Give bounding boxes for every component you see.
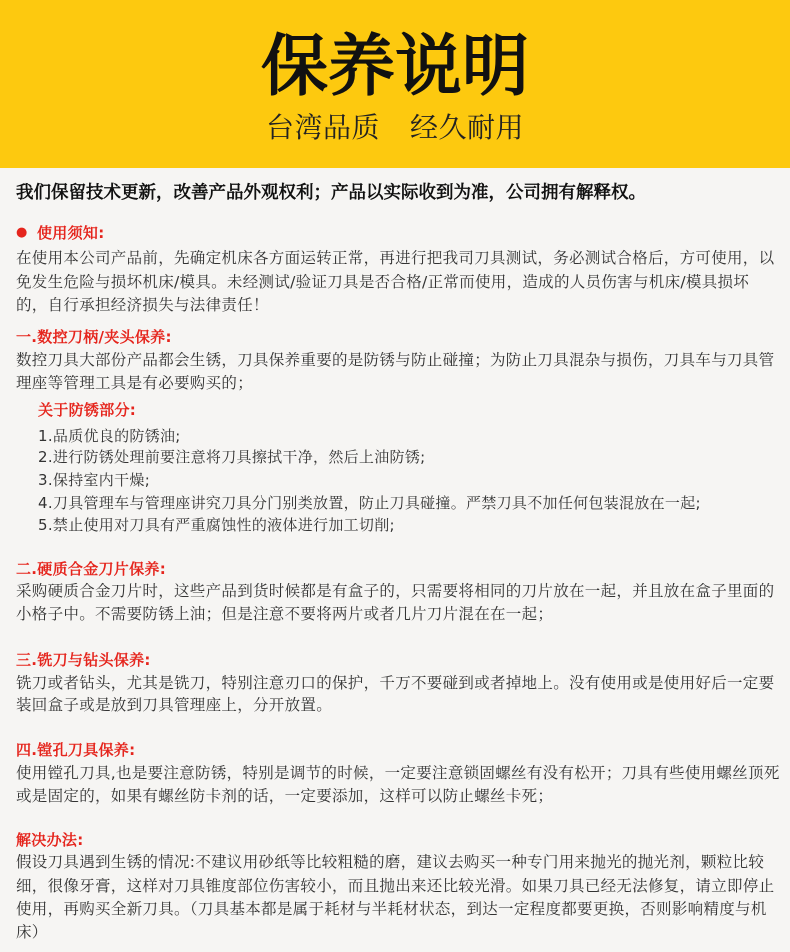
rights-notice: 我们保留技术更新，改善产品外观权利；产品以实际收到为准，公司拥有解释权。 xyxy=(16,183,646,203)
solution-line: 使用，再购买全新刀具。（刀具基本都是属于耗材与半耗材状态，到达一定程度都要更换，否则影响精度与机 xyxy=(16,900,767,918)
usage-line: 免发生危险与损坏机床/模具。未经测试/验证刀具是否合格/正常而使用，造成的人员伤害与机床/模具损坏 xyxy=(16,273,750,291)
section2-line: 小格子中。不需要防锈上油；但是注意不要将两片或者几片刀片混在在一起； xyxy=(16,605,554,623)
page-title: 保养说明 xyxy=(261,27,529,105)
subtitle xyxy=(0,111,790,145)
solution-line: 细，很像牙膏，这样对刀具锥度部位伤害较小，而且抛出来还比较光滑。如果刀具已经无法修复，请立即停止 xyxy=(16,877,775,895)
rust-item: 4.刀具管理车与管理座讲究刀具分门别类放置，防止刀具碰撞。严禁刀具不加任何包装混放在一起; xyxy=(38,494,701,512)
rust-item: 3.保持室内干燥; xyxy=(38,471,151,489)
rust-item: 2.进行防锈处理前要注意将刀具擦拭干净，然后上油防锈; xyxy=(38,448,426,466)
section2-heading: 二.硬质合金刀片保养: xyxy=(16,560,166,578)
usage-heading: 使用须知: xyxy=(37,224,105,242)
section1-heading: 一.数控刀柄/夹头保养: xyxy=(16,328,172,346)
rust-item: 1.品质优良的防锈油; xyxy=(38,427,181,445)
section3-line: 装回盒子或是放到刀具管理座上，分开放置。 xyxy=(16,696,333,714)
section4-heading: 四.镗孔刀具保养: xyxy=(16,741,136,759)
solution-heading: 解决办法: xyxy=(16,831,84,849)
rust-item: 5.禁止使用对刀具有严重腐蚀性的液体进行加工切削; xyxy=(38,516,395,534)
subtitle-quality: 台湾品质 xyxy=(265,111,380,144)
section4-line: 或是固定的，如果有螺丝防卡剂的话，一定要添加，这样可以防止螺丝卡死； xyxy=(16,787,554,805)
rust-prevention-heading: 关于防锈部分: xyxy=(38,401,137,419)
section1-line: 理座等管理工具是有必要购买的； xyxy=(16,374,254,392)
section3-heading: 三.铣刀与钻头保养: xyxy=(16,651,151,669)
subtitle-durability: 经久耐用 xyxy=(410,111,525,144)
section1-line: 数控刀具大部份产品都会生锈，刀具保养重要的是防锈与防止碰撞；为防止刀具混杂与损伤，刀具车与刀具管 xyxy=(16,351,775,369)
section2-line: 采购硬质合金刀片时，这些产品到货时候都是有盒子的，只需要将相同的刀片放在一起，并且放在盒子里面的 xyxy=(16,582,775,600)
solution-line: 床） xyxy=(16,923,48,941)
header-banner xyxy=(0,0,790,168)
solution-line: 假设刀具遇到生锈的情况:不建议用砂纸等比较粗糙的磨，建议去购买一种专门用来抛光的抛光剂，颗粒比较 xyxy=(16,853,765,871)
usage-line: 的，自行承担经济损失与法律责任！ xyxy=(16,296,269,314)
section4-line: 使用镗孔刀具,也是要注意防锈，特别是调节的时候，一定要注意锁固螺丝有没有松开；刀具有些使用螺丝顶死 xyxy=(16,764,780,782)
usage-line: 在使用本公司产品前，先确定机床各方面运转正常，再进行把我司刀具测试，务必测试合格后，方可使用，以 xyxy=(16,249,775,267)
section3-line: 铣刀或者钻头，尤其是铣刀，特别注意刃口的保护，千万不要碰到或者掉地上。没有使用或是使用好后一定要 xyxy=(16,674,775,692)
red-dot-icon: ● xyxy=(16,225,28,240)
